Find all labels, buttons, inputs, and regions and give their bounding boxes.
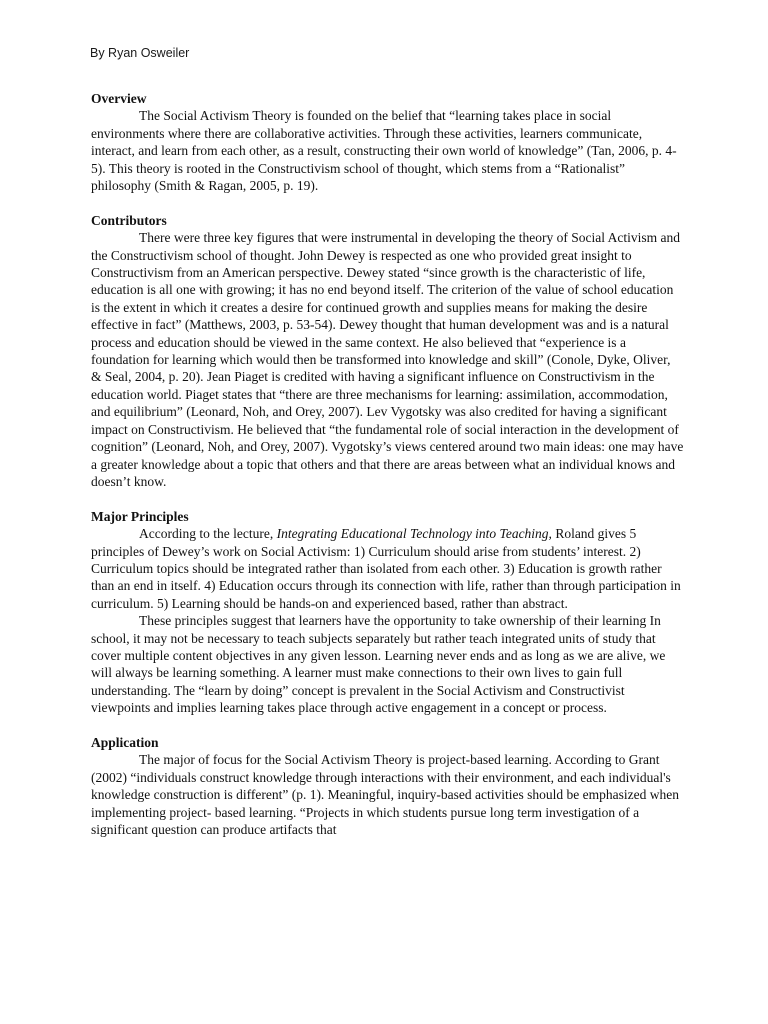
section-heading: Contributors	[91, 212, 167, 228]
paragraph	[91, 525, 684, 612]
section-application	[91, 734, 684, 838]
paragraph: These principles suggest that learners have the opportunity to take ownership of their learning In school, it may not be necessary to teach subjects separately but rather teach integrated units of study that cover multiple content objectives in any given lesson. Learning never ends and as long as we are alive, we will always be learning something. A learner must make connections to their own lives to gain full understanding. The “learn by doing” concept is prevalent in the Social Activism and Constructivist viewpoints and implies learning takes place through active engagement in a concept or process.	[91, 613, 666, 716]
section-overview	[91, 90, 684, 194]
section-contributors	[91, 212, 684, 491]
paragraph: The Social Activism Theory is founded on the belief that “learning takes place in social environments where there are collaborative activities. Through these activities, learners communicate, interact, and learn from each other, as a result, constructing their own world of knowledge” (Tan, 2006, p. 4-5). This theory is rooted in the Constructivism school of thought, which stems from a “Rationalist” philosophy (Smith & Ragan, 2005, p. 19).	[91, 108, 677, 194]
author-line: By Ryan Osweiler	[90, 46, 190, 60]
section-heading: Application	[91, 734, 159, 750]
section-heading: Overview	[91, 91, 147, 106]
section-major-principles	[91, 508, 684, 717]
paragraph-lead: According to the lecture,	[139, 526, 277, 542]
paragraph: There were three key figures that were instrumental in developing the theory of Social Activism and the Constructivism school of thought. John Dewey is respected as one who provided great insight to Constructivism from an American perspective. Dewey stated “since growth is the characteristic of life, education is all one with growing; it has no end beyond itself. The criterion of the value of school education is the extent in which it creates a desire for continued growth and supplies means for making the desire effective in fact” (Matthews, 2003, p. 53-54). Dewey thought that human development was and is a natural process and education should be viewed in the same context. He also believed that “experience is a foundation for learning which would then be transformed into knowledge and skill” (Conole, Dyke, Oliver, & Seal, 2004, p. 20). Jean Piaget is credited with having a significant influence on Constructivism in the education world. Piaget states that “there are three mechanisms for learning: assimilation, accommodation, and equilibrium” (Leonard, Noh, and Orey, 2007). Lev Vygotsky was also credited for having a significant impact on Constructivism. He believed that “the fundamental role of social interaction in the development of cognition” (Leonard, Noh, and Orey, 2007). Vygotsky’s views centered around two main ideas: one may have a greater knowledge about a topic that others and that there are areas between what an individual knows and doesn’t know.	[91, 230, 684, 489]
document-body	[91, 90, 684, 856]
paragraph: The major of focus for the Social Activism Theory is project-based learning. According to Grant (2002) “individuals construct knowledge through interactions with their environment, and each individual's knowledge construction is different” (p. 1). Meaningful, inquiry-based activities should be emphasized when implementing project- based learning. “Projects in which students pursue long term investigation of a significant question can produce artifacts that	[91, 752, 679, 838]
lecture-title: Integrating Educational Technology into Teaching,	[276, 526, 552, 542]
paragraph-rest: Roland gives 5 principles of Dewey’s work on Social Activism: 1) Curriculum should arise from students’ interest. 2) Curriculum topics should be integrated rather than isolated from each other. 3) Education is growth rather than an end in itself. 4) Education occurs through its connection with life, rather than through participation in curriculum. 5) Learning should be hands-on and experienced based, rather than abstract.	[91, 526, 681, 611]
section-heading: Major Principles	[91, 508, 189, 524]
